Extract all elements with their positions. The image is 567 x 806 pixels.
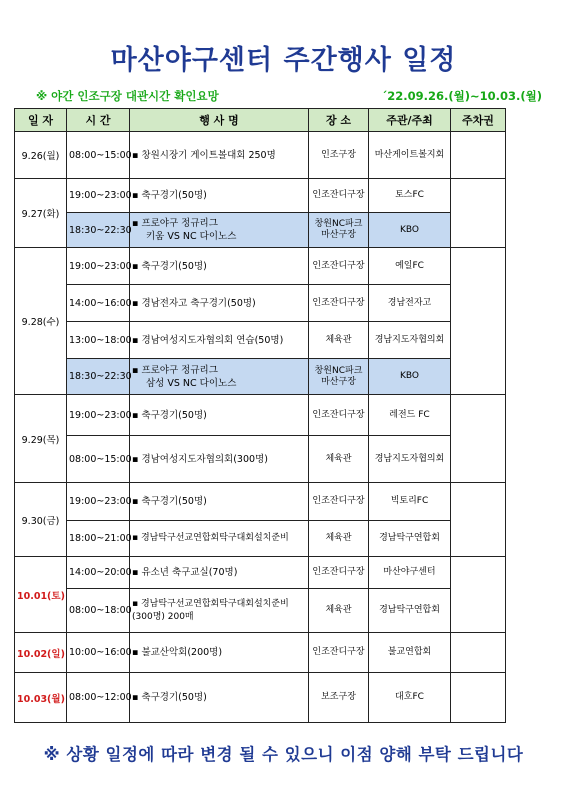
date-cell: 9.26(월) [15, 132, 67, 179]
venue-cell: 인조잔디구장 [309, 285, 369, 322]
time-cell: 19:00~23:00 [67, 179, 130, 213]
host-cell: 불교연합회 [369, 633, 451, 673]
date-cell: 10.02(일) [15, 633, 67, 673]
table-row [15, 132, 506, 179]
table-row [15, 322, 506, 359]
event-cell: ▪ 경남전자고 축구경기(50명) [130, 285, 309, 322]
event-cell: ▪ 창원시장기 게이트볼대회 250명 [130, 132, 309, 179]
parking-cell [451, 179, 506, 248]
page-title: 마산야구센터 주간행사 일정 [110, 45, 457, 76]
table-row [15, 589, 506, 633]
time-cell: 08:00~18:00 [67, 589, 130, 633]
table-row [15, 673, 506, 723]
schedule-table [14, 108, 506, 723]
venue-cell [309, 359, 369, 395]
parking-cell [451, 395, 506, 483]
parking-cell [451, 557, 506, 633]
time-cell: 18:30~22:30 [67, 213, 130, 248]
parking-cell [451, 483, 506, 557]
venue-cell [309, 213, 369, 248]
time-cell: 10:00~16:00 [67, 633, 130, 673]
time-cell: 18:00~21:00 [67, 521, 130, 557]
host-cell: 경남지도자협의회 [369, 436, 451, 483]
host-cell: KBO [369, 359, 451, 395]
table-row [15, 521, 506, 557]
date-cell: 10.03(월) [15, 673, 67, 723]
venue-cell: 체육관 [309, 436, 369, 483]
footer-notice: ※ 상황 일정에 따라 변경 될 수 있으니 이점 양해 부탁 드립니다 [43, 745, 524, 764]
night-field-note: ※ 야간 인조구장 대관시간 확인요망 [36, 89, 219, 103]
event-line: ▪ 경남탁구선교연합회탁구대회설치준비 [132, 598, 289, 609]
date-cell: 9.27(화) [15, 179, 67, 248]
host-cell: 경남전자고 [369, 285, 451, 322]
venue-cell: 인조구장 [309, 132, 369, 179]
table-row [15, 213, 506, 248]
host-cell: 레전드 FC [369, 395, 451, 436]
venue-line-2: 마산구장 [321, 230, 356, 240]
table-row [15, 248, 506, 285]
event-cell: ▪ 축구경기(50명) [130, 395, 309, 436]
host-cell: 빅토리FC [369, 483, 451, 521]
event-cell: ▪ 축구경기(50명) [130, 179, 309, 213]
event-cell [130, 589, 309, 633]
parking-cell [451, 132, 506, 179]
time-cell: 14:00~16:00 [67, 285, 130, 322]
venue-cell: 인조잔디구장 [309, 179, 369, 213]
time-cell: 08:00~12:00 [67, 673, 130, 723]
time-cell: 08:00~15:00 [67, 436, 130, 483]
table-row [15, 359, 506, 395]
venue-cell: 인조잔디구장 [309, 248, 369, 285]
event-cell: ▪ 경남여성지도자협의회 연습(50명) [130, 322, 309, 359]
host-cell: 대호FC [369, 673, 451, 723]
time-cell: 08:00~15:00 [67, 132, 130, 179]
parking-cell [451, 633, 506, 673]
event-cell: ▪ 경남탁구선교연합회탁구대회설치준비 [130, 521, 309, 557]
time-cell: 19:00~23:00 [67, 483, 130, 521]
venue-cell: 체육관 [309, 521, 369, 557]
host-cell: 경남탁구연합회 [369, 521, 451, 557]
header-parking: 주차권 [451, 109, 506, 132]
date-cell: 10.01(토) [15, 557, 67, 633]
table-row [15, 483, 506, 521]
header-event: 행 사 명 [130, 109, 309, 132]
event-line-2: (300명) 200매 [132, 611, 194, 622]
host-cell: 예일FC [369, 248, 451, 285]
venue-line: 창원NC파크 [314, 219, 363, 229]
schedule-period: ´22.09.26.(월)~10.03.(월) [381, 89, 542, 103]
date-cell: 9.30(금) [15, 483, 67, 557]
event-cell: ▪ 불교산악회(200명) [130, 633, 309, 673]
venue-cell: 인조잔디구장 [309, 557, 369, 589]
host-cell: 경남지도자협의회 [369, 322, 451, 359]
venue-line: 창원NC파크 [314, 365, 363, 376]
host-cell: 마산게이트볼지회 [369, 132, 451, 179]
date-cell: 9.28(수) [15, 248, 67, 395]
parking-cell [451, 248, 506, 395]
host-cell: 경남탁구연합회 [369, 589, 451, 633]
table-row [15, 633, 506, 673]
header-time: 시 간 [67, 109, 130, 132]
venue-cell: 인조잔디구장 [309, 483, 369, 521]
subheader [14, 86, 554, 104]
header-date: 일 자 [15, 109, 67, 132]
host-cell: 마산야구센터 [369, 557, 451, 589]
venue-cell: 체육관 [309, 322, 369, 359]
date-cell: 9.29(목) [15, 395, 67, 483]
table-row [15, 179, 506, 213]
event-line-2: 키움 VS NC 다이노스 [146, 231, 237, 242]
event-cell [130, 359, 309, 395]
venue-cell: 보조구장 [309, 673, 369, 723]
time-cell: 14:00~20:00 [67, 557, 130, 589]
table-row [15, 436, 506, 483]
event-cell: ▪ 유소년 축구교실(70명) [130, 557, 309, 589]
event-cell [130, 213, 309, 248]
venue-cell: 인조잔디구장 [309, 633, 369, 673]
event-cell: ▪ 경남여성지도자협의회(300명) [130, 436, 309, 483]
venue-cell: 체육관 [309, 589, 369, 633]
host-cell: 토스FC [369, 179, 451, 213]
table-row [15, 395, 506, 436]
event-line: ▪ 프로야구 정규리그 [132, 218, 218, 229]
event-line: ▪ 프로야구 정규리그 [132, 364, 218, 376]
time-cell: 19:00~23:00 [67, 395, 130, 436]
table-row [15, 285, 506, 322]
header-host: 주관/주최 [369, 109, 451, 132]
event-cell: ▪ 축구경기(50명) [130, 673, 309, 723]
host-cell: KBO [369, 213, 451, 248]
time-cell: 19:00~23:00 [67, 248, 130, 285]
event-line-2: 삼성 VS NC 다이노스 [146, 377, 237, 389]
header-venue: 장 소 [309, 109, 369, 132]
table-row [15, 557, 506, 589]
time-cell: 18:30~22:30 [67, 359, 130, 395]
venue-cell: 인조잔디구장 [309, 395, 369, 436]
event-cell: ▪ 축구경기(50명) [130, 248, 309, 285]
venue-line-2: 마산구장 [321, 376, 356, 387]
event-cell: ▪ 축구경기(50명) [130, 483, 309, 521]
table-header-row [15, 109, 506, 132]
time-cell: 13:00~18:00 [67, 322, 130, 359]
parking-cell [451, 673, 506, 723]
